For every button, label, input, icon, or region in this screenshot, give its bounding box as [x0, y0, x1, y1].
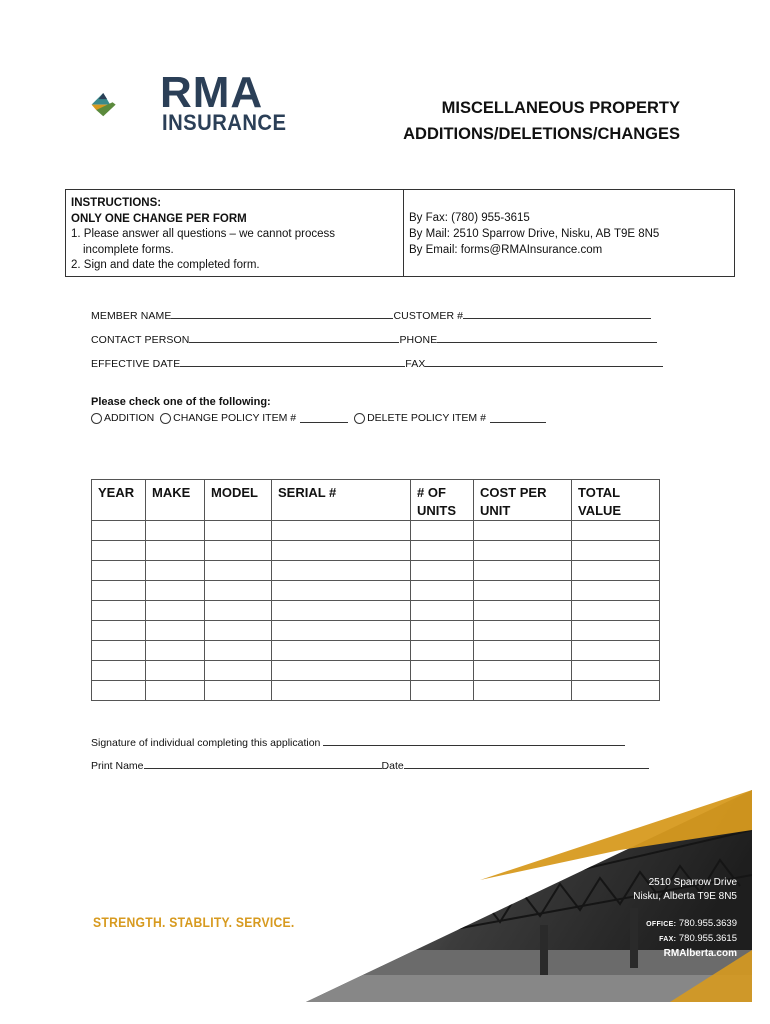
table-cell[interactable] [146, 521, 205, 541]
address-line-2: Nisku, Alberta T9E 8N5 [633, 891, 737, 902]
table-cell[interactable] [272, 581, 411, 601]
table-cell[interactable] [572, 621, 660, 641]
table-cell[interactable] [474, 621, 572, 641]
submission-methods [404, 190, 734, 276]
table-cell[interactable] [572, 681, 660, 701]
table-cell[interactable] [205, 641, 272, 661]
field-row-contact [91, 333, 657, 346]
items-table [91, 479, 660, 701]
customer-number-field[interactable] [463, 309, 651, 319]
signature-row [91, 736, 625, 749]
col-year: YEAR [92, 480, 146, 521]
instruction-item-2: 2. Sign and date the completed form. [71, 259, 260, 271]
footer-address [633, 876, 737, 904]
member-name-field[interactable] [171, 309, 393, 319]
table-cell[interactable] [411, 581, 474, 601]
table-row [92, 561, 660, 581]
table-cell[interactable] [272, 561, 411, 581]
table-cell[interactable] [92, 641, 146, 661]
table-cell[interactable] [272, 641, 411, 661]
table-cell[interactable] [92, 661, 146, 681]
table-cell[interactable] [572, 661, 660, 681]
table-cell[interactable] [205, 521, 272, 541]
table-cell[interactable] [572, 601, 660, 621]
fax-label: FAX [405, 358, 426, 370]
fax-contact-label: FAX: [659, 936, 677, 943]
print-name-label: Print Name [91, 760, 144, 772]
table-row [92, 521, 660, 541]
table-cell[interactable] [92, 581, 146, 601]
contact-person-label: CONTACT PERSON [91, 334, 190, 346]
table-cell[interactable] [411, 661, 474, 681]
instruction-item-1: 1. Please answer all questions – we cannot process [71, 228, 336, 240]
signature-label: Signature of individual completing this application [91, 737, 321, 749]
date-label: Date [381, 760, 404, 772]
table-cell[interactable] [411, 541, 474, 561]
table-cell[interactable] [272, 521, 411, 541]
table-cell[interactable] [411, 601, 474, 621]
table-cell[interactable] [272, 601, 411, 621]
website-link[interactable]: RMAlberta.com [663, 948, 737, 959]
table-cell[interactable] [92, 541, 146, 561]
table-cell[interactable] [92, 521, 146, 541]
table-cell[interactable] [474, 581, 572, 601]
table-cell[interactable] [146, 601, 205, 621]
table-cell[interactable] [411, 641, 474, 661]
change-label: CHANGE POLICY ITEM # [173, 412, 297, 424]
table-row [92, 581, 660, 601]
table-cell[interactable] [205, 661, 272, 681]
fax-field[interactable] [425, 357, 663, 367]
table-cell[interactable] [272, 621, 411, 641]
addition-label: ADDITION [104, 412, 155, 424]
table-cell[interactable] [205, 681, 272, 701]
col-total-value: TOTAL VALUE [572, 480, 660, 521]
table-cell[interactable] [146, 561, 205, 581]
table-cell[interactable] [411, 621, 474, 641]
instructions-subheading: ONLY ONE CHANGE PER FORM [71, 212, 247, 225]
page-title [403, 95, 680, 147]
table-cell[interactable] [572, 581, 660, 601]
signature-field[interactable] [323, 736, 625, 746]
table-cell[interactable] [572, 561, 660, 581]
table-header-row [92, 480, 660, 521]
delete-radio[interactable] [354, 413, 365, 424]
phone-label: PHONE [399, 334, 438, 346]
table-cell[interactable] [474, 641, 572, 661]
table-cell[interactable] [92, 681, 146, 701]
table-cell[interactable] [272, 681, 411, 701]
customer-number-label: CUSTOMER # [393, 310, 464, 322]
table-cell[interactable] [272, 541, 411, 561]
delete-item-field[interactable] [490, 413, 546, 423]
address-line-1: 2510 Sparrow Drive [648, 877, 737, 888]
addition-radio[interactable] [91, 413, 102, 424]
table-cell[interactable] [474, 521, 572, 541]
table-cell[interactable] [146, 661, 205, 681]
table-cell[interactable] [146, 641, 205, 661]
title-line-2: ADDITIONS/DELETIONS/CHANGES [403, 125, 680, 143]
table-cell[interactable] [146, 581, 205, 601]
table-row [92, 621, 660, 641]
col-make: MAKE [146, 480, 205, 521]
submit-fax: By Fax: (780) 955-3615 [409, 212, 530, 224]
table-cell[interactable] [411, 521, 474, 541]
check-heading: Please check one of the following: [91, 396, 271, 408]
table-cell[interactable] [205, 621, 272, 641]
table-row [92, 681, 660, 701]
instruction-item-1-cont: incomplete forms. [83, 243, 174, 256]
table-cell[interactable] [272, 661, 411, 681]
table-row [92, 541, 660, 561]
table-cell[interactable] [474, 541, 572, 561]
phone-field[interactable] [437, 333, 657, 343]
table-cell[interactable] [411, 561, 474, 581]
col-model: MODEL [205, 480, 272, 521]
table-cell[interactable] [92, 621, 146, 641]
change-radio[interactable] [160, 413, 171, 424]
table-cell[interactable] [572, 641, 660, 661]
table-row [92, 661, 660, 681]
table-cell[interactable] [411, 681, 474, 701]
option-change[interactable] [160, 412, 348, 424]
instructions-heading: INSTRUCTIONS: [71, 197, 162, 209]
table-row [92, 601, 660, 621]
table-cell[interactable] [474, 661, 572, 681]
table-cell[interactable] [205, 541, 272, 561]
submit-mail: By Mail: 2510 Sparrow Drive, Nisku, AB T9E 8N5 [409, 228, 660, 240]
logo-text-rma: RMA [160, 68, 264, 117]
print-name-field[interactable] [144, 759, 382, 769]
instructions-box [65, 189, 735, 277]
col-units: # OF UNITS [411, 480, 474, 521]
contact-person-field[interactable] [189, 333, 399, 343]
instructions-panel [66, 190, 404, 276]
col-cost-per-unit: COST PER UNIT [474, 480, 572, 521]
date-field[interactable] [404, 759, 649, 769]
table-cell[interactable] [474, 601, 572, 621]
table-cell[interactable] [474, 561, 572, 581]
title-line-1: MISCELLANEOUS PROPERTY [441, 99, 680, 117]
field-row-member [91, 309, 651, 322]
member-name-label: MEMBER NAME [91, 310, 172, 322]
table-cell[interactable] [146, 541, 205, 561]
table-row [92, 641, 660, 661]
table-cell[interactable] [572, 521, 660, 541]
change-type-options [91, 412, 552, 424]
fax-phone: 780.955.3615 [678, 933, 737, 944]
delete-label: DELETE POLICY ITEM # [367, 412, 486, 424]
change-item-field[interactable] [300, 413, 348, 423]
table-cell[interactable] [572, 541, 660, 561]
table-cell[interactable] [92, 601, 146, 621]
option-addition[interactable] [91, 412, 154, 424]
effective-date-field[interactable] [180, 357, 405, 367]
table-cell[interactable] [205, 561, 272, 581]
rma-logo-mark [90, 72, 160, 138]
table-cell[interactable] [92, 561, 146, 581]
table-cell[interactable] [205, 581, 272, 601]
col-serial: SERIAL # [272, 480, 411, 521]
footer-contact [646, 917, 737, 961]
table-cell[interactable] [205, 601, 272, 621]
print-row [91, 759, 649, 772]
slogan: STRENGTH. STABLITY. SERVICE. [93, 915, 295, 930]
submit-email: By Email: forms@RMAInsurance.com [409, 244, 603, 256]
office-label: OFFICE: [646, 921, 677, 928]
option-delete[interactable] [354, 412, 546, 424]
field-row-effective [91, 357, 663, 370]
table-cell[interactable] [474, 681, 572, 701]
office-phone: 780.955.3639 [678, 918, 737, 929]
table-cell[interactable] [146, 621, 205, 641]
table-cell[interactable] [146, 681, 205, 701]
logo-text-insurance: INSURANCE [162, 110, 287, 135]
effective-date-label: EFFECTIVE DATE [91, 358, 181, 370]
